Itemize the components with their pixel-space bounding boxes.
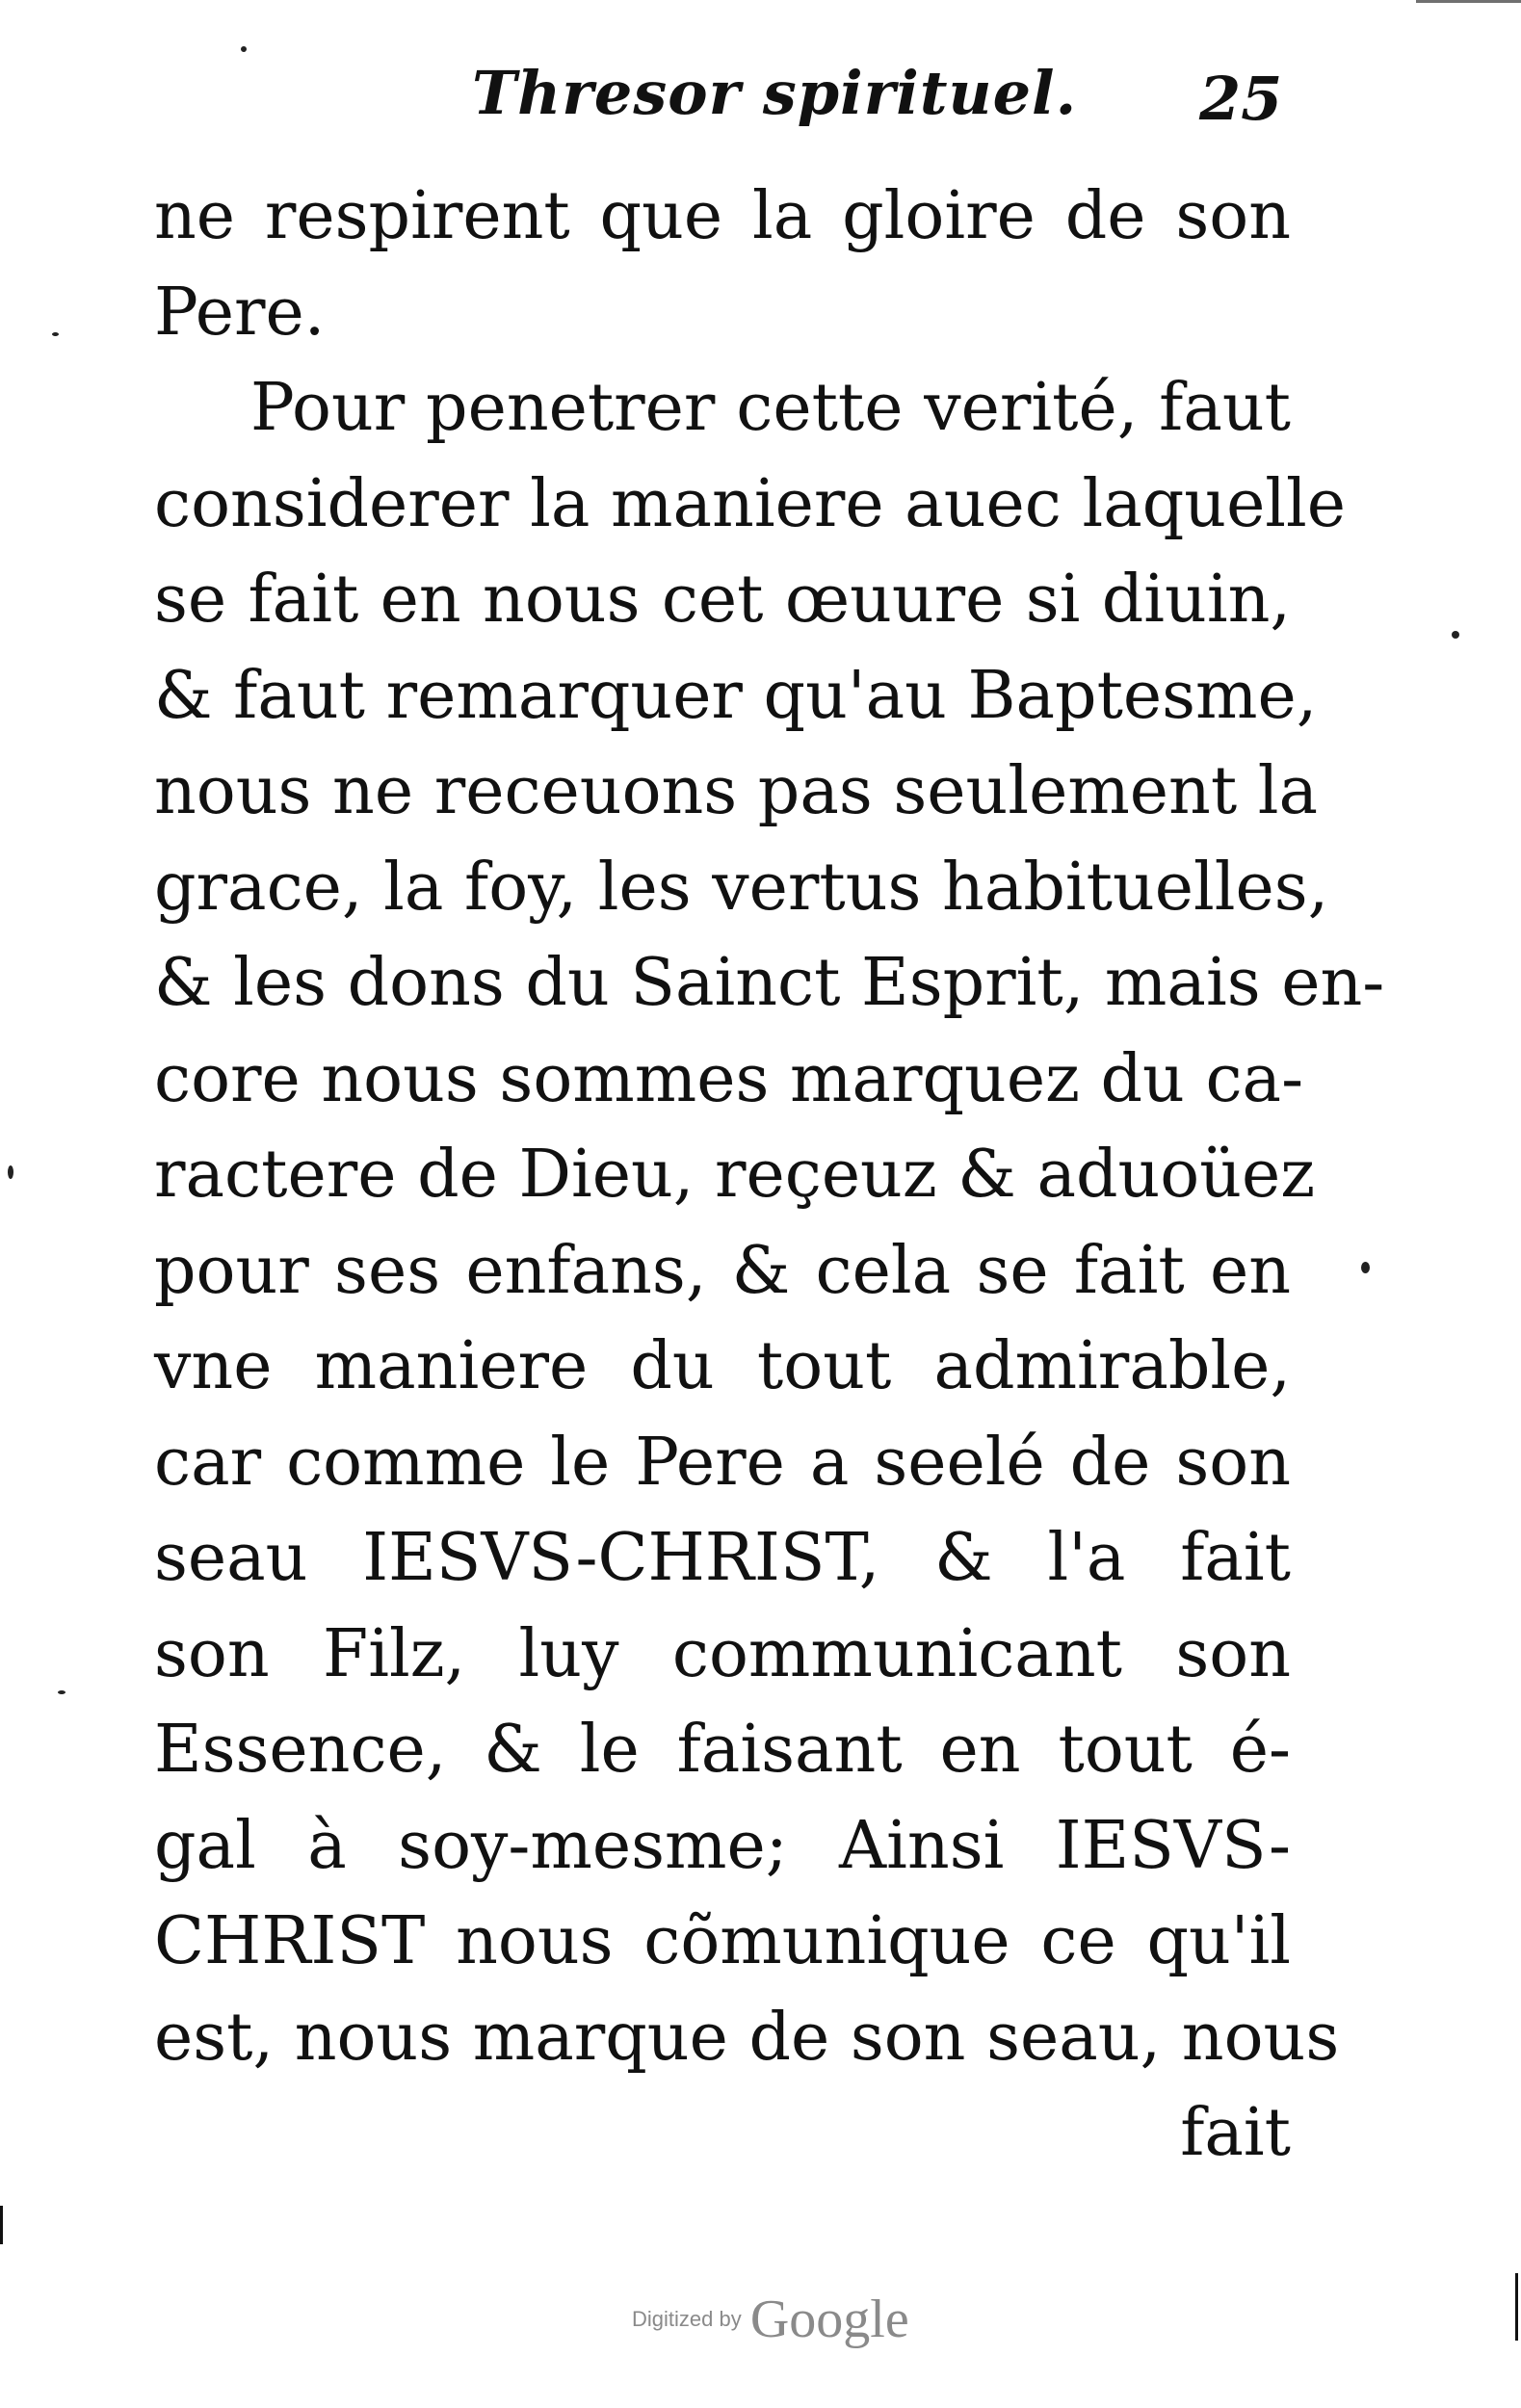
text-line: core nous sommes marquez du ca- bbox=[154, 1040, 1304, 1117]
scan-speck bbox=[52, 332, 59, 336]
scan-edge-mark bbox=[1515, 2273, 1518, 2341]
page-number: 25 bbox=[1199, 64, 1283, 134]
text-line: & faut remarquer qu'au Baptesme, bbox=[154, 657, 1318, 734]
scan-speck bbox=[241, 46, 247, 52]
text-line: seau IESVS-CHRIST, & l'a fait bbox=[154, 1520, 1291, 1596]
digitization-watermark bbox=[632, 2289, 909, 2350]
text-line: vne maniere du tout admirable, bbox=[154, 1328, 1291, 1404]
text-line: Pere. bbox=[154, 274, 326, 351]
paragraph-first-line: Pour penetrer cette verité, faut bbox=[250, 370, 1291, 446]
text-line: son Filz, luy communicant son bbox=[154, 1615, 1291, 1692]
scan-speck bbox=[1452, 631, 1459, 639]
text-line: gal à soy-mesme; Ainsi IESVS- bbox=[154, 1807, 1291, 1884]
text-line: Essence, & le faisant en tout é- bbox=[154, 1712, 1291, 1788]
scan-speck bbox=[8, 1165, 13, 1179]
catchword: fait bbox=[1180, 2095, 1291, 2171]
scan-edge-mark bbox=[1416, 0, 1521, 3]
scan-speck bbox=[58, 1690, 66, 1694]
scan-edge-mark bbox=[0, 2206, 3, 2244]
text-line: nous ne receuons pas seulement la bbox=[154, 753, 1319, 829]
text-line: ne respirent que la gloire de son bbox=[154, 178, 1291, 254]
text-line: grace, la foy, les vertus habituelles, bbox=[154, 849, 1329, 926]
text-line: est, nous marque de son seau, nous bbox=[154, 1999, 1340, 2076]
text-line: se fait en nous cet œuure si diuin, bbox=[154, 562, 1291, 638]
scan-speck bbox=[1361, 1262, 1370, 1273]
text-line: CHRIST nous cõmunique ce qu'il bbox=[154, 1903, 1291, 1979]
text-line: car comme le Pere a seelé de son bbox=[154, 1424, 1291, 1501]
text-line: & les dons du Sainct Esprit, mais en- bbox=[154, 945, 1385, 1021]
text-line: pour ses enfans, & cela se fait en bbox=[154, 1232, 1291, 1309]
watermark-prefix: Digitized by bbox=[632, 2307, 742, 2331]
running-head: Thresor spirituel. bbox=[472, 58, 1078, 128]
text-line: considerer la maniere auec laquelle bbox=[154, 465, 1347, 542]
body-text bbox=[154, 169, 1385, 2182]
watermark-brand: Google bbox=[749, 2290, 909, 2349]
text-line: ractere de Dieu, reçeuz & aduoüez bbox=[154, 1137, 1316, 1213]
